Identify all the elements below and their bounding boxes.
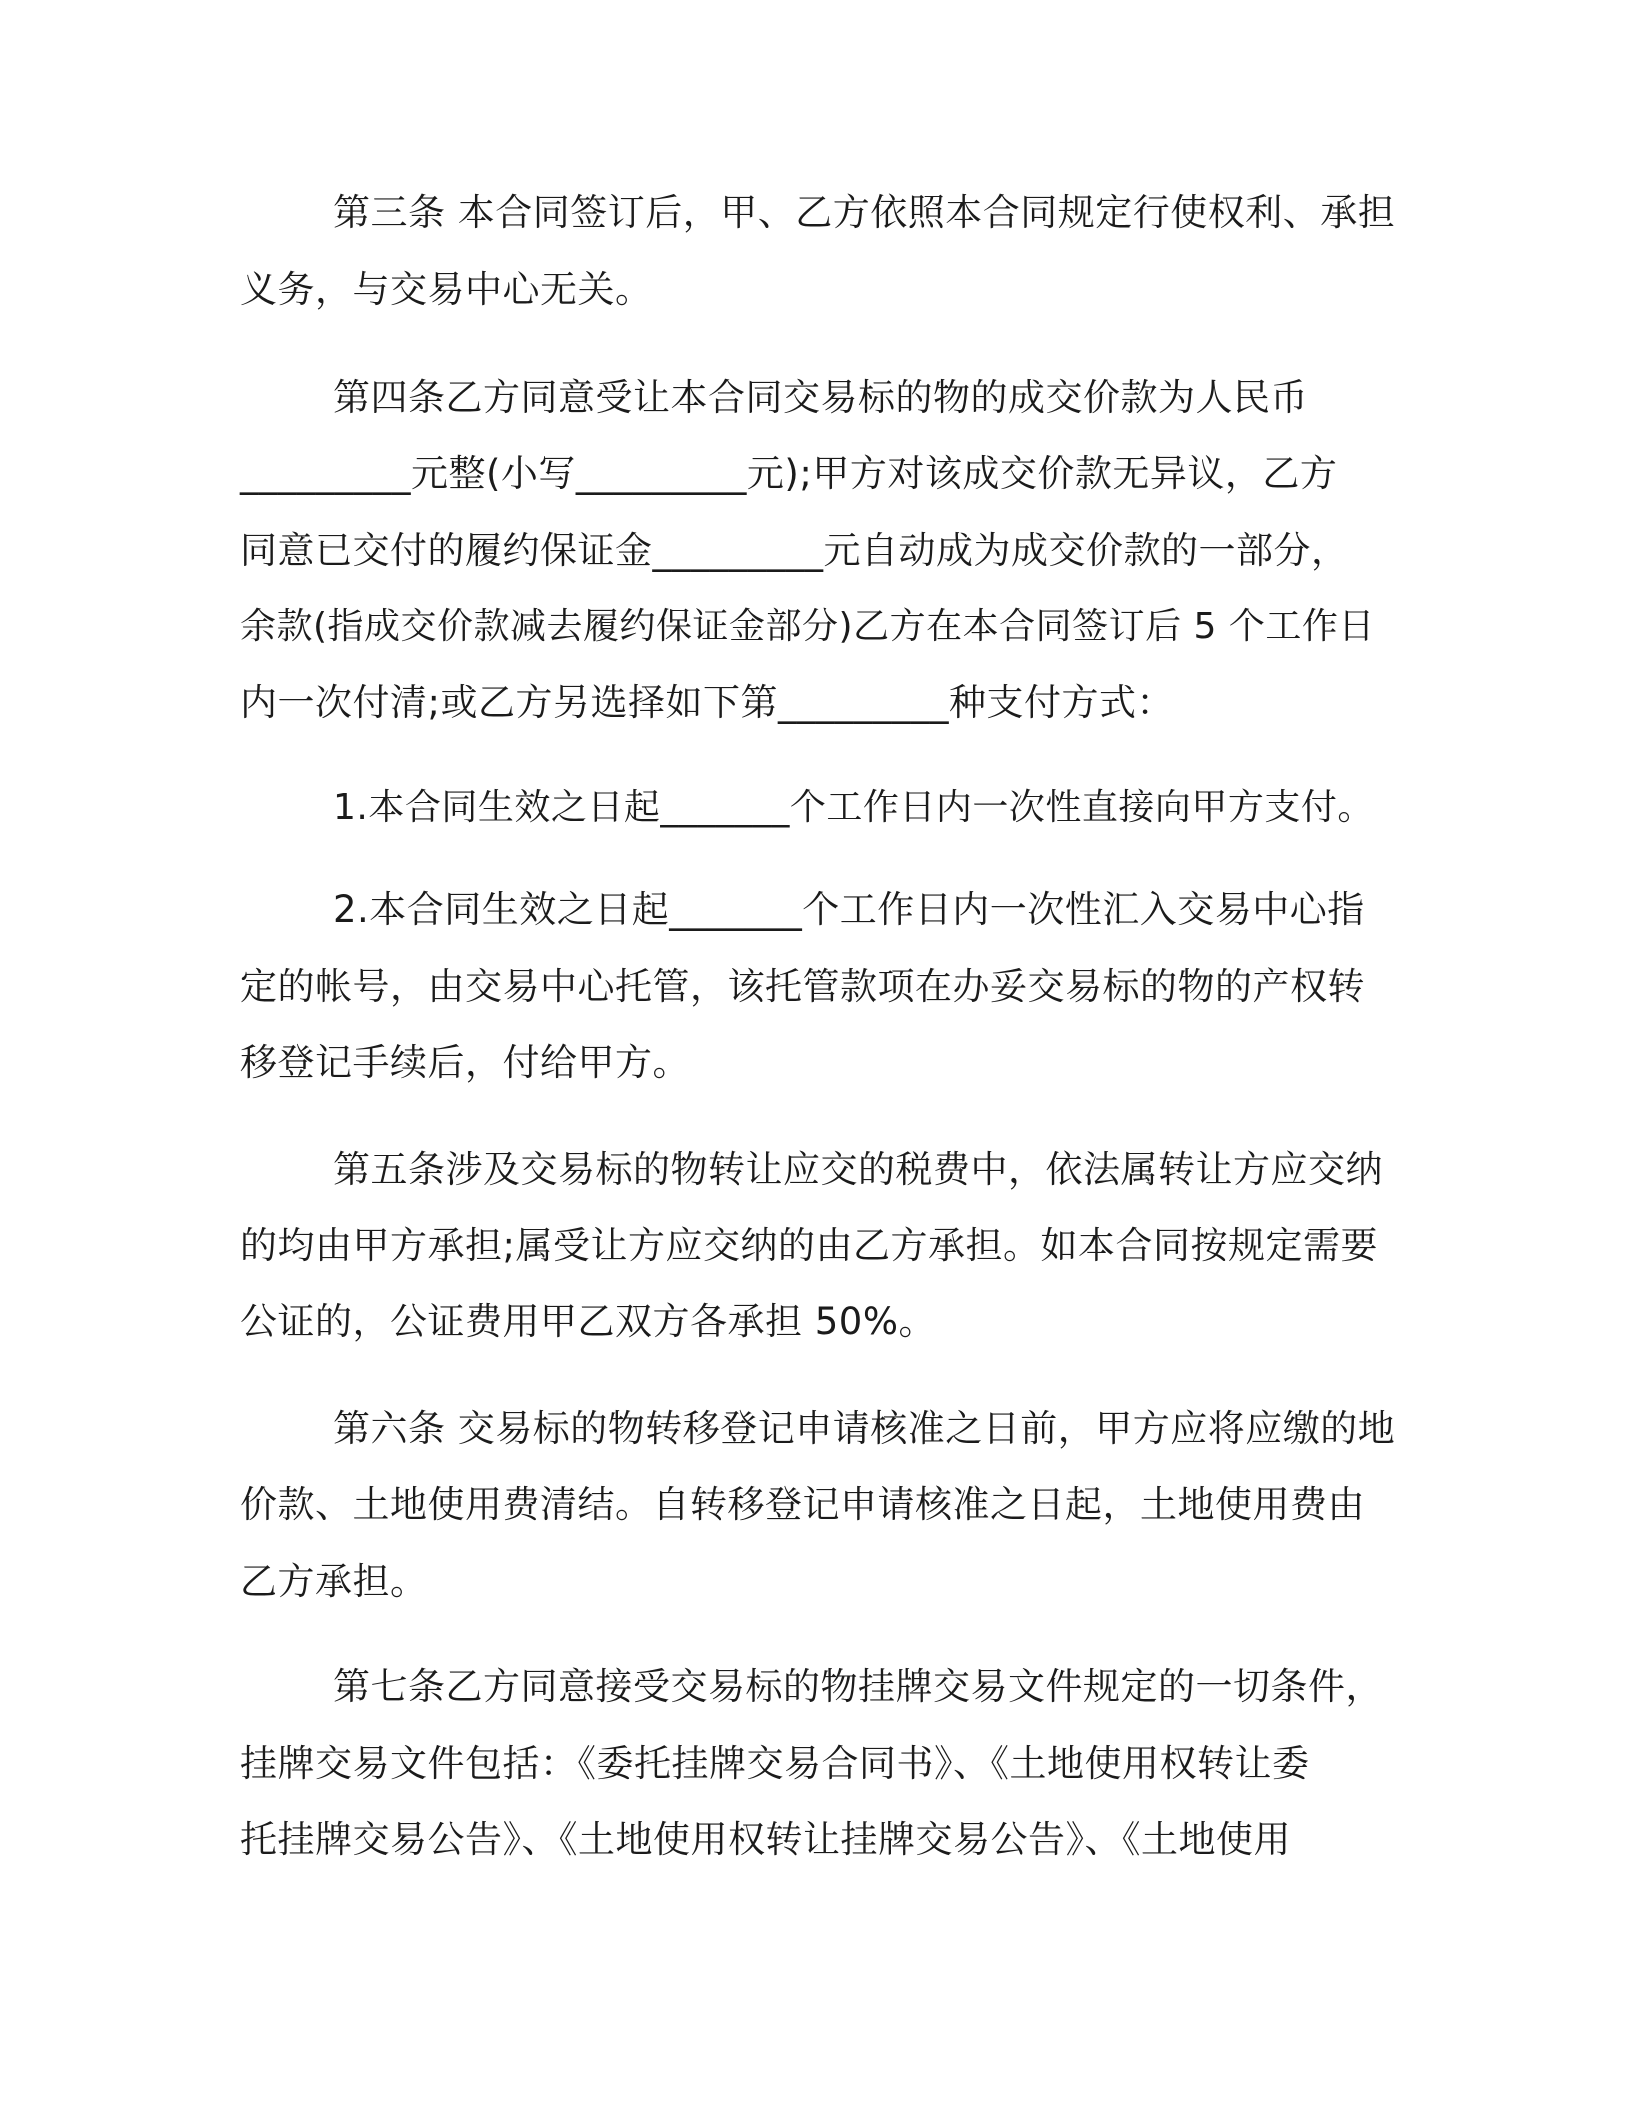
article-4-line-3: 同意已交付的履约保证金_________元自动成为成交价款的一部分，	[240, 529, 1349, 572]
article-3-line-1: 第三条 本合同签订后，甲、乙方依照本合同规定行使权利、承担	[333, 191, 1396, 234]
article-4-line-2: _________元整(小写_________元);甲方对该成交价款无异议，乙方	[240, 452, 1338, 495]
article-4-line-1: 第四条乙方同意受让本合同交易标的物的成交价款为人民币	[333, 376, 1308, 419]
article-4-line-5: 内一次付清;或乙方另选择如下第_________种支付方式：	[240, 681, 1174, 724]
article-7-line-1: 第七条乙方同意接受交易标的物挂牌交易文件规定的一切条件，	[333, 1665, 1383, 1708]
article-3-line-2: 义务，与交易中心无关。	[240, 268, 653, 311]
payment-option-2-line-3: 移登记手续后，付给甲方。	[240, 1041, 690, 1084]
payment-option-1-line-1: 1.本合同生效之日起_______个工作日内一次性直接向甲方支付。	[333, 787, 1374, 828]
article-6-line-1: 第六条 交易标的物转移登记申请核准之日前，甲方应将应缴的地	[333, 1407, 1396, 1450]
article-5-line-2: 的均由甲方承担;属受让方应交纳的由乙方承担。如本合同按规定需要	[240, 1224, 1378, 1267]
payment-option-2-line-1: 2.本合同生效之日起_______个工作日内一次性汇入交易中心指	[333, 888, 1365, 931]
article-6-line-3: 乙方承担。	[240, 1560, 428, 1603]
article-5-line-3: 公证的，公证费用甲乙双方各承担 50%。	[240, 1300, 936, 1343]
article-6-line-2: 价款、土地使用费清结。自转移登记申请核准之日起，土地使用费由	[240, 1483, 1365, 1526]
article-5-line-1: 第五条涉及交易标的物转让应交的税费中，依法属转让方应交纳	[333, 1148, 1383, 1191]
article-4-line-4: 余款(指成交价款减去履约保证金部分)乙方在本合同签订后 5 个工作日	[240, 606, 1375, 647]
article-7-line-2: 挂牌交易文件包括：《委托挂牌交易合同书》、《土地使用权转让委	[240, 1742, 1310, 1785]
article-7-line-3: 托挂牌交易公告》、《土地使用权转让挂牌交易公告》、《土地使用	[240, 1818, 1291, 1861]
payment-option-2-line-2: 定的帐号，由交易中心托管，该托管款项在办妥交易标的物的产权转	[240, 965, 1365, 1008]
